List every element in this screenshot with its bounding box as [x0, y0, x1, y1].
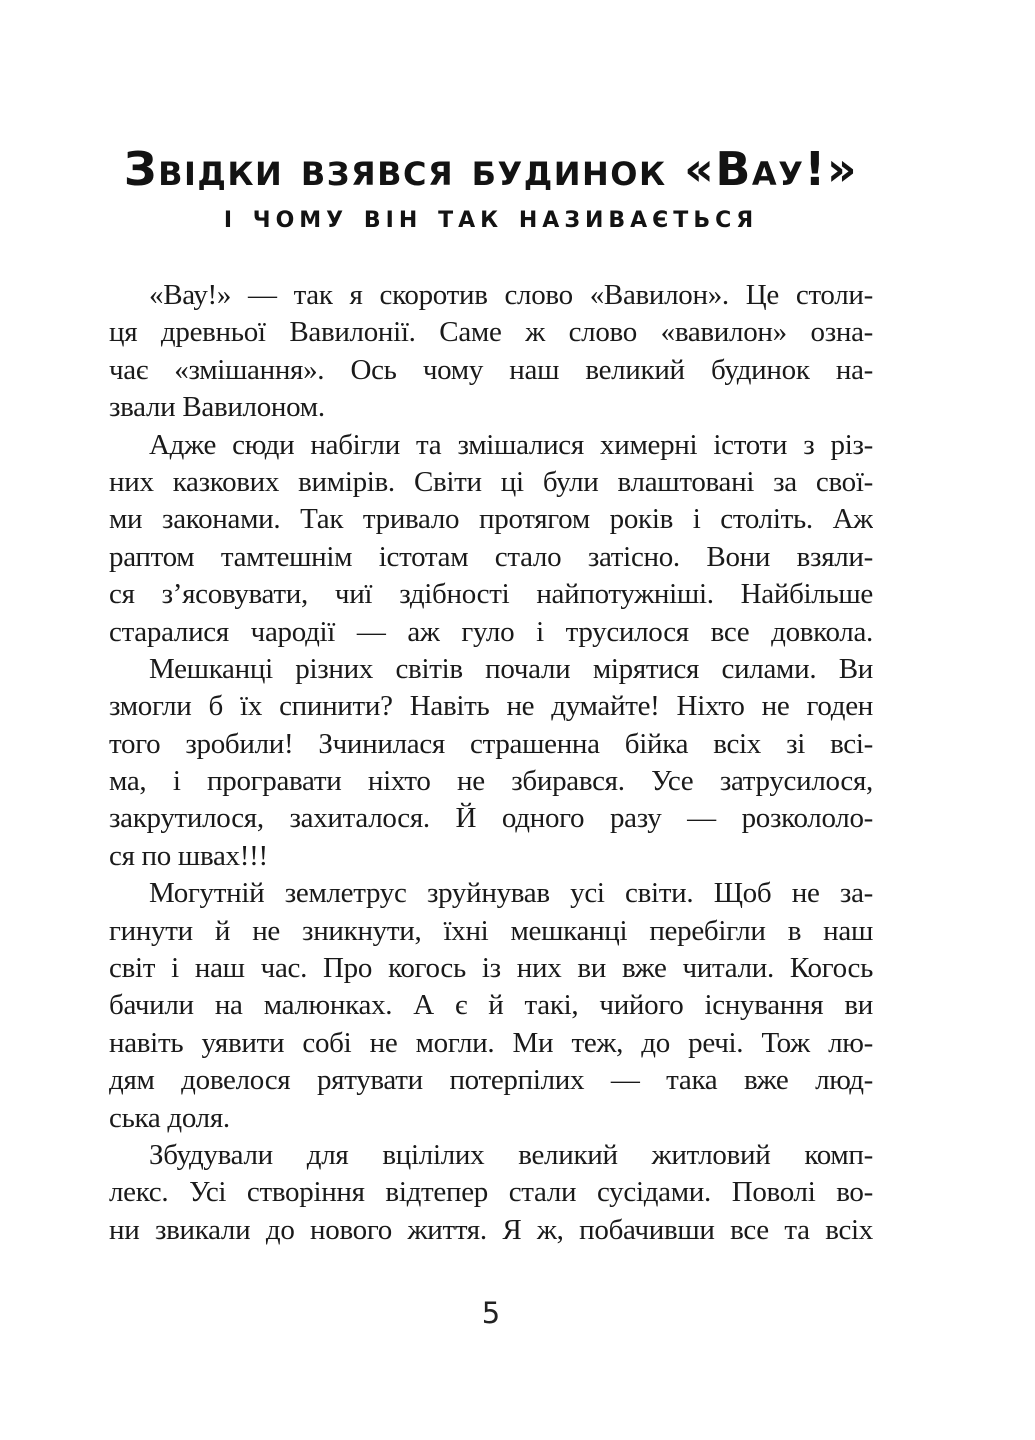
page-subtitle: і чому він так називається [223, 199, 759, 235]
text-line: гинути й не зникнути, їхні мешканці перебігли в наш [109, 914, 873, 947]
text-line: «Вау!» — так я скоротив слово «Вавилон». Це столи- [149, 279, 873, 311]
text-line: Могутній землетрус зруйнував усі світи. Щоб не за- [149, 877, 873, 910]
text-line: закрутилося, захиталося. Й одного разу — розкололо- [109, 802, 873, 835]
text-line: навіть уявити собі не могли. Ми теж, до речі. Тож лю- [109, 1026, 873, 1059]
body-text [109, 277, 873, 1249]
text-line: ця древньої Вавилонії. Саме ж слово «вавилон» озна- [109, 316, 873, 349]
text-line: ма, і програвати ніхто не збирався. Усе затрусилося, [109, 765, 873, 798]
page-title: Звідки взявся будинок «Вау!» [123, 142, 859, 196]
text-line: світ і наш час. Про когось із них ви вже читали. Когось [109, 952, 873, 985]
text-line: ся по швах!!! [109, 839, 268, 872]
text-line: Мешканці різних світів почали мірятися силами. Ви [149, 652, 873, 685]
text-line: бачили на малюнках. А є й такі, чийого існування ви [109, 989, 873, 1022]
text-line: Адже сюди набігли та змішалися химерні істоти з різ- [149, 428, 873, 461]
text-line: ся з’ясовувати, чиї здібності найпотужніші. Найбільше [109, 578, 873, 611]
text-line: дям довелося рятувати потерпілих — така вже люд- [109, 1064, 873, 1097]
text-line: старалися чародії — аж гуло і трусилося все довкола. [109, 615, 873, 648]
text-line: ми законами. Так тривало протягом років і століть. Аж [109, 503, 873, 536]
text-line: звали Вавилоном. [109, 391, 325, 424]
text-line: Збудували для вцілілих великий житловий комп- [149, 1138, 873, 1171]
text-line: чає «змішання». Ось чому наш великий будинок на- [109, 353, 873, 386]
text-line: ни звикали до нового життя. Я ж, побачивши все та всіх [109, 1213, 873, 1246]
text-line: них казкових вимірів. Світи ці були влаштовані за свої- [109, 465, 873, 498]
page-number: 5 [481, 1296, 501, 1330]
text-line: ська доля. [109, 1101, 230, 1134]
text-line: лекс. Усі створіння відтепер стали сусідами. Поволі во- [109, 1176, 873, 1209]
text-line: раптом тамтешнім істотам стало затісно. Вони взяли- [109, 540, 873, 573]
text-line: змогли б їх спинити? Навіть не думайте! Ніхто не годен [109, 690, 873, 723]
chapter-title [109, 142, 873, 237]
text-line: того зробили! Зчинилася страшенна бійка всіх зі всі- [109, 727, 873, 760]
